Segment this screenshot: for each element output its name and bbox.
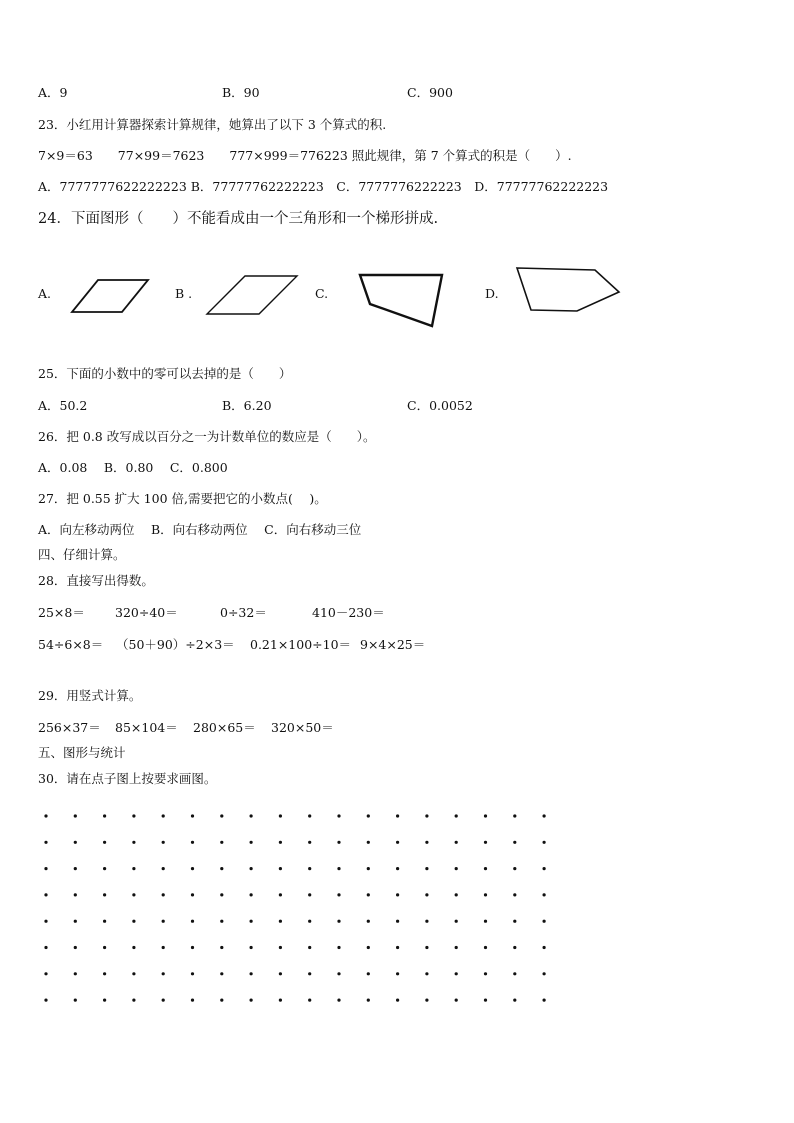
grid-dot — [543, 999, 546, 1002]
q29-item: 280×65＝ — [193, 720, 256, 735]
grid-dot — [162, 920, 165, 923]
grid-dot — [396, 999, 399, 1002]
grid-dot — [74, 920, 77, 923]
grid-dot — [250, 946, 253, 949]
grid-dot — [132, 867, 135, 870]
grid-dot — [337, 867, 340, 870]
grid-dot — [162, 893, 165, 896]
q30-stem: 30．请在点子图上按要求画图。 — [38, 771, 217, 786]
grid-dot — [543, 972, 546, 975]
grid-dot — [367, 867, 370, 870]
grid-dot — [191, 999, 194, 1002]
grid-dot — [220, 814, 223, 817]
grid-dot — [103, 814, 106, 817]
q29-stem: 29．用竖式计算。 — [38, 688, 142, 703]
q24-stem: 24．下面图形（ ）不能看成由一个三角形和一个梯形拼成. — [38, 211, 439, 227]
q24-shape-d-pentagon — [513, 264, 623, 316]
q28-item: 320÷40＝ — [115, 605, 178, 620]
grid-dot — [132, 972, 135, 975]
grid-dot — [279, 999, 282, 1002]
grid-dot — [425, 867, 428, 870]
grid-dot — [455, 946, 458, 949]
grid-dot — [250, 920, 253, 923]
q27-options: A．向左移动两位 B．向右移动两位 C．向右移动三位 — [38, 522, 362, 537]
grid-dot — [279, 920, 282, 923]
q29-item: 85×104＝ — [115, 720, 178, 735]
grid-dot — [191, 814, 194, 817]
q25-option-b: B．6.20 — [222, 398, 272, 413]
grid-dot — [279, 841, 282, 844]
q28-item: 9×4×25＝ — [360, 637, 426, 652]
grid-dot — [220, 841, 223, 844]
q26-options: A．0.08 B．0.80 C．0.800 — [38, 460, 228, 475]
q24-shape-a-parallelogram — [70, 278, 152, 314]
q26-stem: 26．把 0.8 改写成以百分之一为计数单位的数应是（ ）。 — [38, 429, 376, 444]
grid-dot — [513, 946, 516, 949]
grid-dot — [425, 920, 428, 923]
q25-stem: 25．下面的小数中的零可以去掉的是（ ） — [38, 366, 292, 381]
grid-dot — [396, 841, 399, 844]
grid-dot — [250, 841, 253, 844]
grid-dot — [543, 920, 546, 923]
grid-dot — [74, 946, 77, 949]
grid-dot — [484, 972, 487, 975]
grid-dot — [103, 841, 106, 844]
grid-dot — [367, 814, 370, 817]
q23-stem: 23．小红用计算器探索计算规律，她算出了以下 3 个算式的积. — [38, 117, 387, 132]
grid-dot — [308, 841, 311, 844]
q28-item: 0÷32＝ — [220, 605, 267, 620]
grid-dot — [543, 867, 546, 870]
grid-dot — [396, 814, 399, 817]
grid-dot — [425, 893, 428, 896]
grid-dot — [279, 972, 282, 975]
grid-dot — [308, 999, 311, 1002]
grid-dot — [191, 867, 194, 870]
grid-dot — [220, 893, 223, 896]
grid-dot — [455, 972, 458, 975]
grid-dot — [337, 946, 340, 949]
grid-dot — [367, 920, 370, 923]
grid-dot — [250, 867, 253, 870]
grid-dot — [74, 972, 77, 975]
grid-dot — [220, 920, 223, 923]
grid-dot — [250, 814, 253, 817]
q24-shape-b-parallelogram — [203, 274, 299, 316]
grid-dot — [191, 972, 194, 975]
q24-label-d: D. — [485, 286, 499, 301]
q29-item: 256×37＝ — [38, 720, 101, 735]
grid-dot — [103, 946, 106, 949]
grid-dot — [308, 893, 311, 896]
grid-dot — [44, 867, 47, 870]
q25-option-c: C．0.0052 — [407, 398, 473, 413]
grid-dot — [250, 999, 253, 1002]
grid-dot — [484, 999, 487, 1002]
grid-dot — [337, 814, 340, 817]
grid-dot — [513, 867, 516, 870]
grid-dot — [308, 867, 311, 870]
grid-dot — [308, 972, 311, 975]
grid-dot — [162, 814, 165, 817]
grid-dot — [191, 841, 194, 844]
grid-dot — [367, 946, 370, 949]
grid-dot — [455, 841, 458, 844]
grid-dot — [484, 841, 487, 844]
grid-dot — [44, 841, 47, 844]
grid-dot — [44, 946, 47, 949]
grid-dot — [44, 920, 47, 923]
grid-dot — [396, 867, 399, 870]
q24-label-a: A. — [38, 286, 52, 301]
grid-dot — [308, 814, 311, 817]
q28-item: （50＋90）÷2×3＝ — [116, 637, 235, 652]
grid-dot — [396, 893, 399, 896]
q24-label-b: B . — [175, 286, 193, 301]
grid-dot — [103, 972, 106, 975]
grid-dot — [103, 920, 106, 923]
grid-dot — [367, 893, 370, 896]
grid-dot — [74, 893, 77, 896]
grid-dot — [132, 893, 135, 896]
grid-dot — [367, 972, 370, 975]
grid-dot — [484, 814, 487, 817]
grid-dot — [543, 841, 546, 844]
grid-dot — [279, 893, 282, 896]
grid-dot — [455, 893, 458, 896]
grid-dot — [396, 946, 399, 949]
grid-dot — [44, 814, 47, 817]
grid-dot — [425, 972, 428, 975]
grid-dot — [162, 999, 165, 1002]
q27-stem: 27．把 0.55 扩大 100 倍,需要把它的小数点( )。 — [38, 491, 327, 506]
q22-option-c: C．900 — [407, 85, 453, 100]
grid-dot — [220, 946, 223, 949]
grid-dot — [513, 893, 516, 896]
q28-stem: 28．直接写出得数。 — [38, 573, 154, 588]
grid-dot — [308, 920, 311, 923]
grid-dot — [220, 999, 223, 1002]
grid-dot — [543, 814, 546, 817]
grid-dot — [367, 999, 370, 1002]
grid-dot — [162, 867, 165, 870]
grid-dot — [74, 999, 77, 1002]
grid-dot — [132, 841, 135, 844]
grid-dot — [367, 841, 370, 844]
grid-dot — [484, 946, 487, 949]
grid-dot — [396, 972, 399, 975]
grid-dot — [191, 946, 194, 949]
q29-item: 320×50＝ — [271, 720, 334, 735]
grid-dot — [513, 814, 516, 817]
dot-grid[interactable] — [40, 812, 560, 1034]
grid-dot — [103, 867, 106, 870]
grid-dot — [513, 972, 516, 975]
grid-dot — [513, 920, 516, 923]
grid-dot — [44, 893, 47, 896]
q24-shape-c-quadrilateral — [356, 272, 446, 330]
grid-dot — [337, 893, 340, 896]
grid-dot — [103, 999, 106, 1002]
grid-dot — [162, 972, 165, 975]
grid-dot — [425, 841, 428, 844]
grid-dot — [308, 946, 311, 949]
grid-dot — [513, 999, 516, 1002]
grid-dot — [191, 920, 194, 923]
q25-option-a: A．50.2 — [38, 398, 88, 413]
q23-options: A．7777777622222223 B．77777762222223 C．7777776222223 D．77777762222223 — [38, 179, 609, 194]
q23-examples: 7×9＝63 77×99＝7623 777×999＝776223 照此规律，第 7 个算式的积是（ ）. — [38, 148, 572, 163]
q28-item: 410－230＝ — [312, 605, 385, 620]
grid-dot — [337, 999, 340, 1002]
grid-dot — [279, 814, 282, 817]
grid-dot — [484, 893, 487, 896]
grid-dot — [191, 893, 194, 896]
q22-option-a: A．9 — [38, 85, 68, 100]
grid-dot — [132, 999, 135, 1002]
grid-dot — [132, 814, 135, 817]
grid-dot — [337, 920, 340, 923]
grid-dot — [543, 946, 546, 949]
section-5-heading: 五、图形与统计 — [38, 745, 126, 760]
q28-item: 0.21×100÷10＝ — [250, 637, 352, 652]
grid-dot — [455, 867, 458, 870]
grid-dot — [162, 946, 165, 949]
section-4-heading: 四、仔细计算。 — [38, 547, 126, 562]
q28-item: 54÷6×8＝ — [38, 637, 104, 652]
grid-dot — [220, 972, 223, 975]
grid-dot — [425, 814, 428, 817]
grid-dot — [74, 814, 77, 817]
grid-dot — [396, 920, 399, 923]
grid-dot — [455, 999, 458, 1002]
grid-dot — [455, 920, 458, 923]
grid-dot — [484, 920, 487, 923]
grid-dot — [103, 893, 106, 896]
grid-dot — [220, 867, 223, 870]
q22-option-b: B．90 — [222, 85, 260, 100]
grid-dot — [74, 841, 77, 844]
grid-dot — [337, 972, 340, 975]
grid-dot — [425, 999, 428, 1002]
grid-dot — [279, 946, 282, 949]
grid-dot — [279, 867, 282, 870]
grid-dot — [543, 893, 546, 896]
grid-dot — [132, 920, 135, 923]
grid-dot — [44, 972, 47, 975]
grid-dot — [44, 999, 47, 1002]
grid-dot — [455, 814, 458, 817]
grid-dot — [425, 946, 428, 949]
grid-dot — [484, 867, 487, 870]
grid-dot — [132, 946, 135, 949]
grid-dot — [337, 841, 340, 844]
q24-label-c: C. — [315, 286, 329, 301]
grid-dot — [250, 893, 253, 896]
q28-item: 25×8＝ — [38, 605, 85, 620]
grid-dot — [250, 972, 253, 975]
grid-dot — [513, 841, 516, 844]
grid-dot — [74, 867, 77, 870]
grid-dot — [162, 841, 165, 844]
